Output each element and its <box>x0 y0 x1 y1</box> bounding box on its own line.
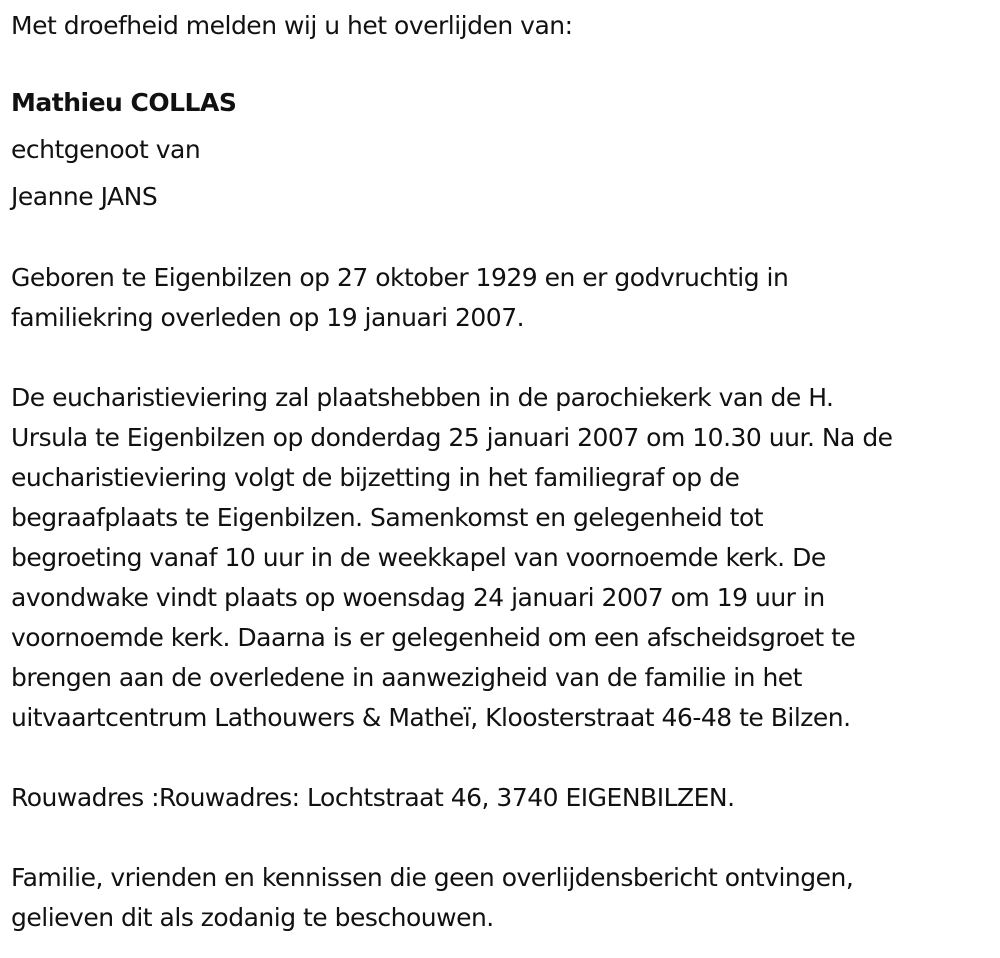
closing-line: gelieven dit als zodanig te beschouwen. <box>11 903 494 932</box>
closing-paragraph <box>11 858 993 938</box>
ceremony-line: Ursula te Eigenbilzen op donderdag 25 januari 2007 om 10.30 uur. Na de <box>11 423 893 452</box>
closing-line: Familie, vrienden en kennissen die geen overlijdensbericht ontvingen, <box>11 863 854 892</box>
deceased-name: Mathieu COLLAS <box>11 88 237 117</box>
relation-text: echtgenoot van <box>11 135 201 164</box>
ceremony-line: brengen aan de overledene in aanwezigheid van de familie in het <box>11 663 802 692</box>
ceremony-line: voornoemde kerk. Daarna is er gelegenheid om een afscheidsgroet te <box>11 623 856 652</box>
ceremony-line: eucharistieviering volgt de bijzetting in het familiegraf op de <box>11 463 740 492</box>
obituary-notice <box>11 6 993 938</box>
ceremony-paragraph <box>11 378 993 738</box>
ceremony-line: begraafplaats te Eigenbilzen. Samenkomst en gelegenheid tot <box>11 503 764 532</box>
birth-death-line: familiekring overleden op 19 januari 2007. <box>11 303 525 332</box>
birth-death-paragraph <box>11 258 993 338</box>
ceremony-line: uitvaartcentrum Lathouwers & Matheï, Kloosterstraat 46-48 te Bilzen. <box>11 703 851 732</box>
mourning-address: Rouwadres :Rouwadres: Lochtstraat 46, 3740 EIGENBILZEN. <box>11 783 735 812</box>
spouse-name: Jeanne JANS <box>11 182 158 211</box>
ceremony-line: De eucharistieviering zal plaatshebben in de parochiekerk van de H. <box>11 383 834 412</box>
birth-death-line: Geboren te Eigenbilzen op 27 oktober 1929 en er godvruchtig in <box>11 263 789 292</box>
ceremony-line: begroeting vanaf 10 uur in de weekkapel van voornoemde kerk. De <box>11 543 826 572</box>
ceremony-line: avondwake vindt plaats op woensdag 24 januari 2007 om 19 uur in <box>11 583 825 612</box>
intro-text: Met droefheid melden wij u het overlijden van: <box>11 11 573 40</box>
